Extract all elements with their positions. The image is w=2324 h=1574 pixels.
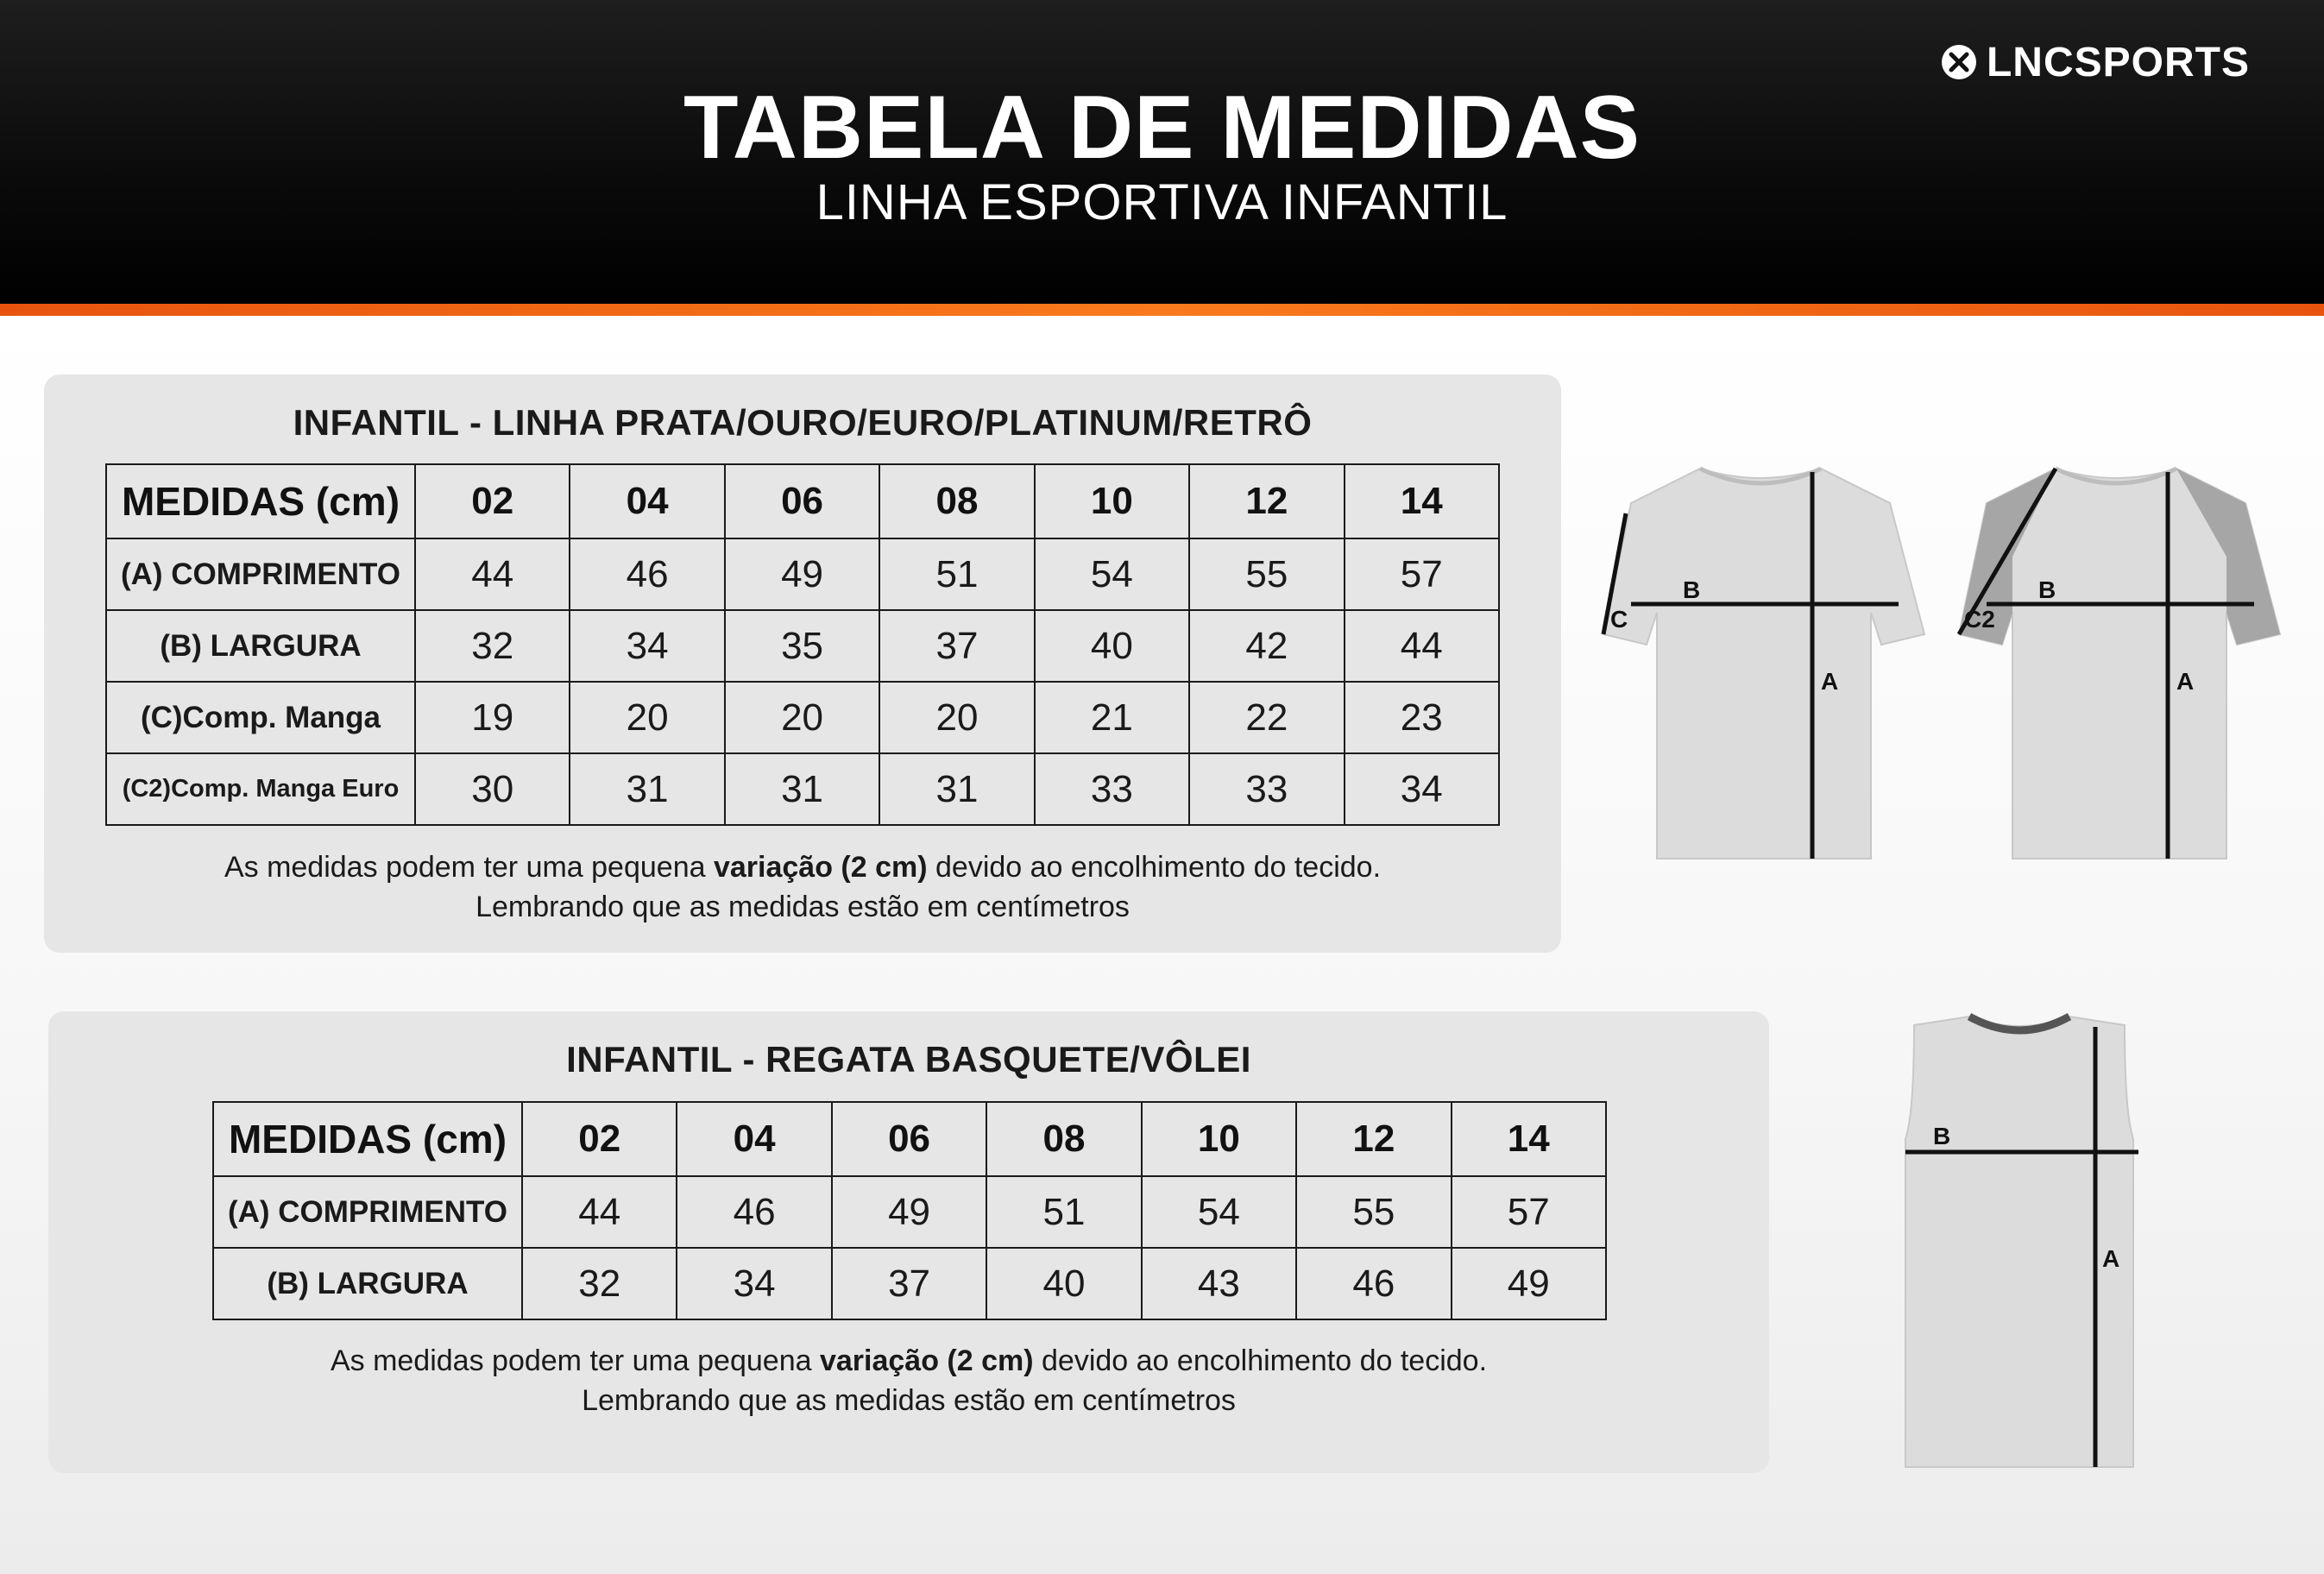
size-header: 14	[1345, 464, 1499, 538]
page-title: TABELA DE MEDIDAS	[683, 78, 1641, 178]
table-cell: 34	[1345, 753, 1499, 825]
size-header: 06	[832, 1102, 986, 1176]
size-header: 04	[570, 464, 724, 538]
tank-label-a: A	[2102, 1245, 2120, 1272]
tshirt-diagram	[1597, 462, 1924, 867]
size-header: 14	[1452, 1102, 1606, 1176]
table-cell: 34	[570, 610, 724, 682]
size-header: 02	[415, 464, 570, 538]
table-cell: 55	[1189, 538, 1344, 610]
table-cell: 37	[832, 1248, 986, 1319]
table-cell: 49	[1452, 1248, 1606, 1319]
tshirt-body	[1603, 469, 1924, 859]
panel-tank-table	[48, 1011, 1769, 1473]
size-header: 02	[522, 1102, 677, 1176]
header-banner	[0, 0, 2324, 304]
raglan-diagram	[1952, 462, 2280, 867]
table-row	[106, 610, 1499, 682]
table-cell: 19	[415, 682, 570, 753]
table-cell: 46	[570, 538, 724, 610]
row-label: (C2)Comp. Manga Euro	[106, 753, 415, 825]
size-header: 08	[986, 1102, 1141, 1176]
table-row	[213, 1176, 1606, 1248]
tank-diagram	[1899, 1010, 2140, 1476]
size-table-shirts	[105, 463, 1500, 826]
table-cell: 42	[1189, 610, 1344, 682]
tank-body	[1905, 1017, 2133, 1467]
size-header: 12	[1189, 464, 1344, 538]
table-cell: 23	[1345, 682, 1499, 753]
note-bold: variação (2 cm)	[819, 1344, 1034, 1377]
table-row	[213, 1248, 1606, 1319]
table-row	[106, 682, 1499, 753]
table2-title: INFANTIL - REGATA BASQUETE/VÔLEI	[566, 1039, 1251, 1080]
tshirt-label-c: C	[1610, 606, 1628, 633]
table-cell: 49	[832, 1176, 986, 1248]
table-cell: 46	[1296, 1248, 1451, 1319]
raglan-label-b: B	[2038, 576, 2056, 603]
note-bold: variação (2 cm)	[713, 851, 928, 884]
row-label: (B) LARGURA	[106, 610, 415, 682]
row-label: (B) LARGURA	[213, 1248, 522, 1319]
table-row	[106, 753, 1499, 825]
table-cell: 21	[1035, 682, 1189, 753]
size-table-tanks	[212, 1101, 1607, 1320]
table-cell: 57	[1345, 538, 1499, 610]
table-cell: 40	[986, 1248, 1141, 1319]
table-cell: 35	[725, 610, 879, 682]
table-cell: 44	[1345, 610, 1499, 682]
table1-note	[44, 847, 1561, 927]
tshirt-label-b: B	[1683, 576, 1701, 603]
header-medidas: MEDIDAS (cm)	[213, 1102, 522, 1176]
size-header: 06	[725, 464, 879, 538]
table1-title: INFANTIL - LINHA PRATA/OURO/EURO/PLATINUM/RETRÔ	[293, 402, 1313, 443]
table-cell: 57	[1452, 1176, 1606, 1248]
table2-note	[48, 1341, 1769, 1420]
note-text: devido ao encolhimento do tecido.	[1033, 1344, 1488, 1377]
table-cell: 31	[879, 753, 1034, 825]
tshirt-label-a: A	[1821, 668, 1839, 695]
raglan-label-a: A	[2176, 668, 2195, 695]
table-cell: 49	[725, 538, 879, 610]
table-cell: 32	[522, 1248, 677, 1319]
table-row	[106, 538, 1499, 610]
table-cell: 34	[677, 1248, 831, 1319]
table-cell: 37	[879, 610, 1034, 682]
panel-shirt-table	[44, 375, 1561, 953]
tank-label-b: B	[1933, 1123, 1951, 1149]
note-line2: Lembrando que as medidas estão em centímetros	[582, 1384, 1236, 1417]
table-cell: 20	[879, 682, 1034, 753]
table-cell: 51	[879, 538, 1034, 610]
table-cell: 33	[1189, 753, 1344, 825]
table-header-row	[106, 464, 1499, 538]
row-label: (C)Comp. Manga	[106, 682, 415, 753]
table-cell: 46	[677, 1176, 831, 1248]
page-subtitle: LINHA ESPORTIVA INFANTIL	[816, 174, 1508, 230]
table-cell: 54	[1035, 538, 1189, 610]
table-header-row	[213, 1102, 1606, 1176]
table-cell: 44	[522, 1176, 677, 1248]
note-text: As medidas podem ter uma pequena	[330, 1344, 820, 1377]
orange-divider	[0, 304, 2324, 316]
table-cell: 40	[1035, 610, 1189, 682]
table-cell: 51	[986, 1176, 1141, 1248]
size-header: 12	[1296, 1102, 1451, 1176]
table-cell: 30	[415, 753, 570, 825]
table-cell: 31	[725, 753, 879, 825]
size-header: 04	[677, 1102, 831, 1176]
header-medidas: MEDIDAS (cm)	[106, 464, 415, 538]
row-label: (A) COMPRIMENTO	[106, 538, 415, 610]
note-text: devido ao encolhimento do tecido.	[927, 851, 1382, 884]
size-header: 10	[1035, 464, 1189, 538]
size-header: 08	[879, 464, 1034, 538]
row-label: (A) COMPRIMENTO	[213, 1176, 522, 1248]
table-cell: 43	[1142, 1248, 1296, 1319]
brand-name: LNCSPORTS	[1986, 39, 2250, 85]
table-cell: 20	[725, 682, 879, 753]
table-cell: 20	[570, 682, 724, 753]
table-cell: 55	[1296, 1176, 1451, 1248]
raglan-label-c2: C2	[1964, 606, 1995, 633]
note-line2: Lembrando que as medidas estão em centímetros	[476, 891, 1130, 923]
note-text: As medidas podem ter uma pequena	[224, 851, 714, 884]
table-cell: 44	[415, 538, 570, 610]
table-cell: 22	[1189, 682, 1344, 753]
table-cell: 33	[1035, 753, 1189, 825]
size-header: 10	[1142, 1102, 1296, 1176]
table-cell: 54	[1142, 1176, 1296, 1248]
table-cell: 32	[415, 610, 570, 682]
table-cell: 31	[570, 753, 724, 825]
